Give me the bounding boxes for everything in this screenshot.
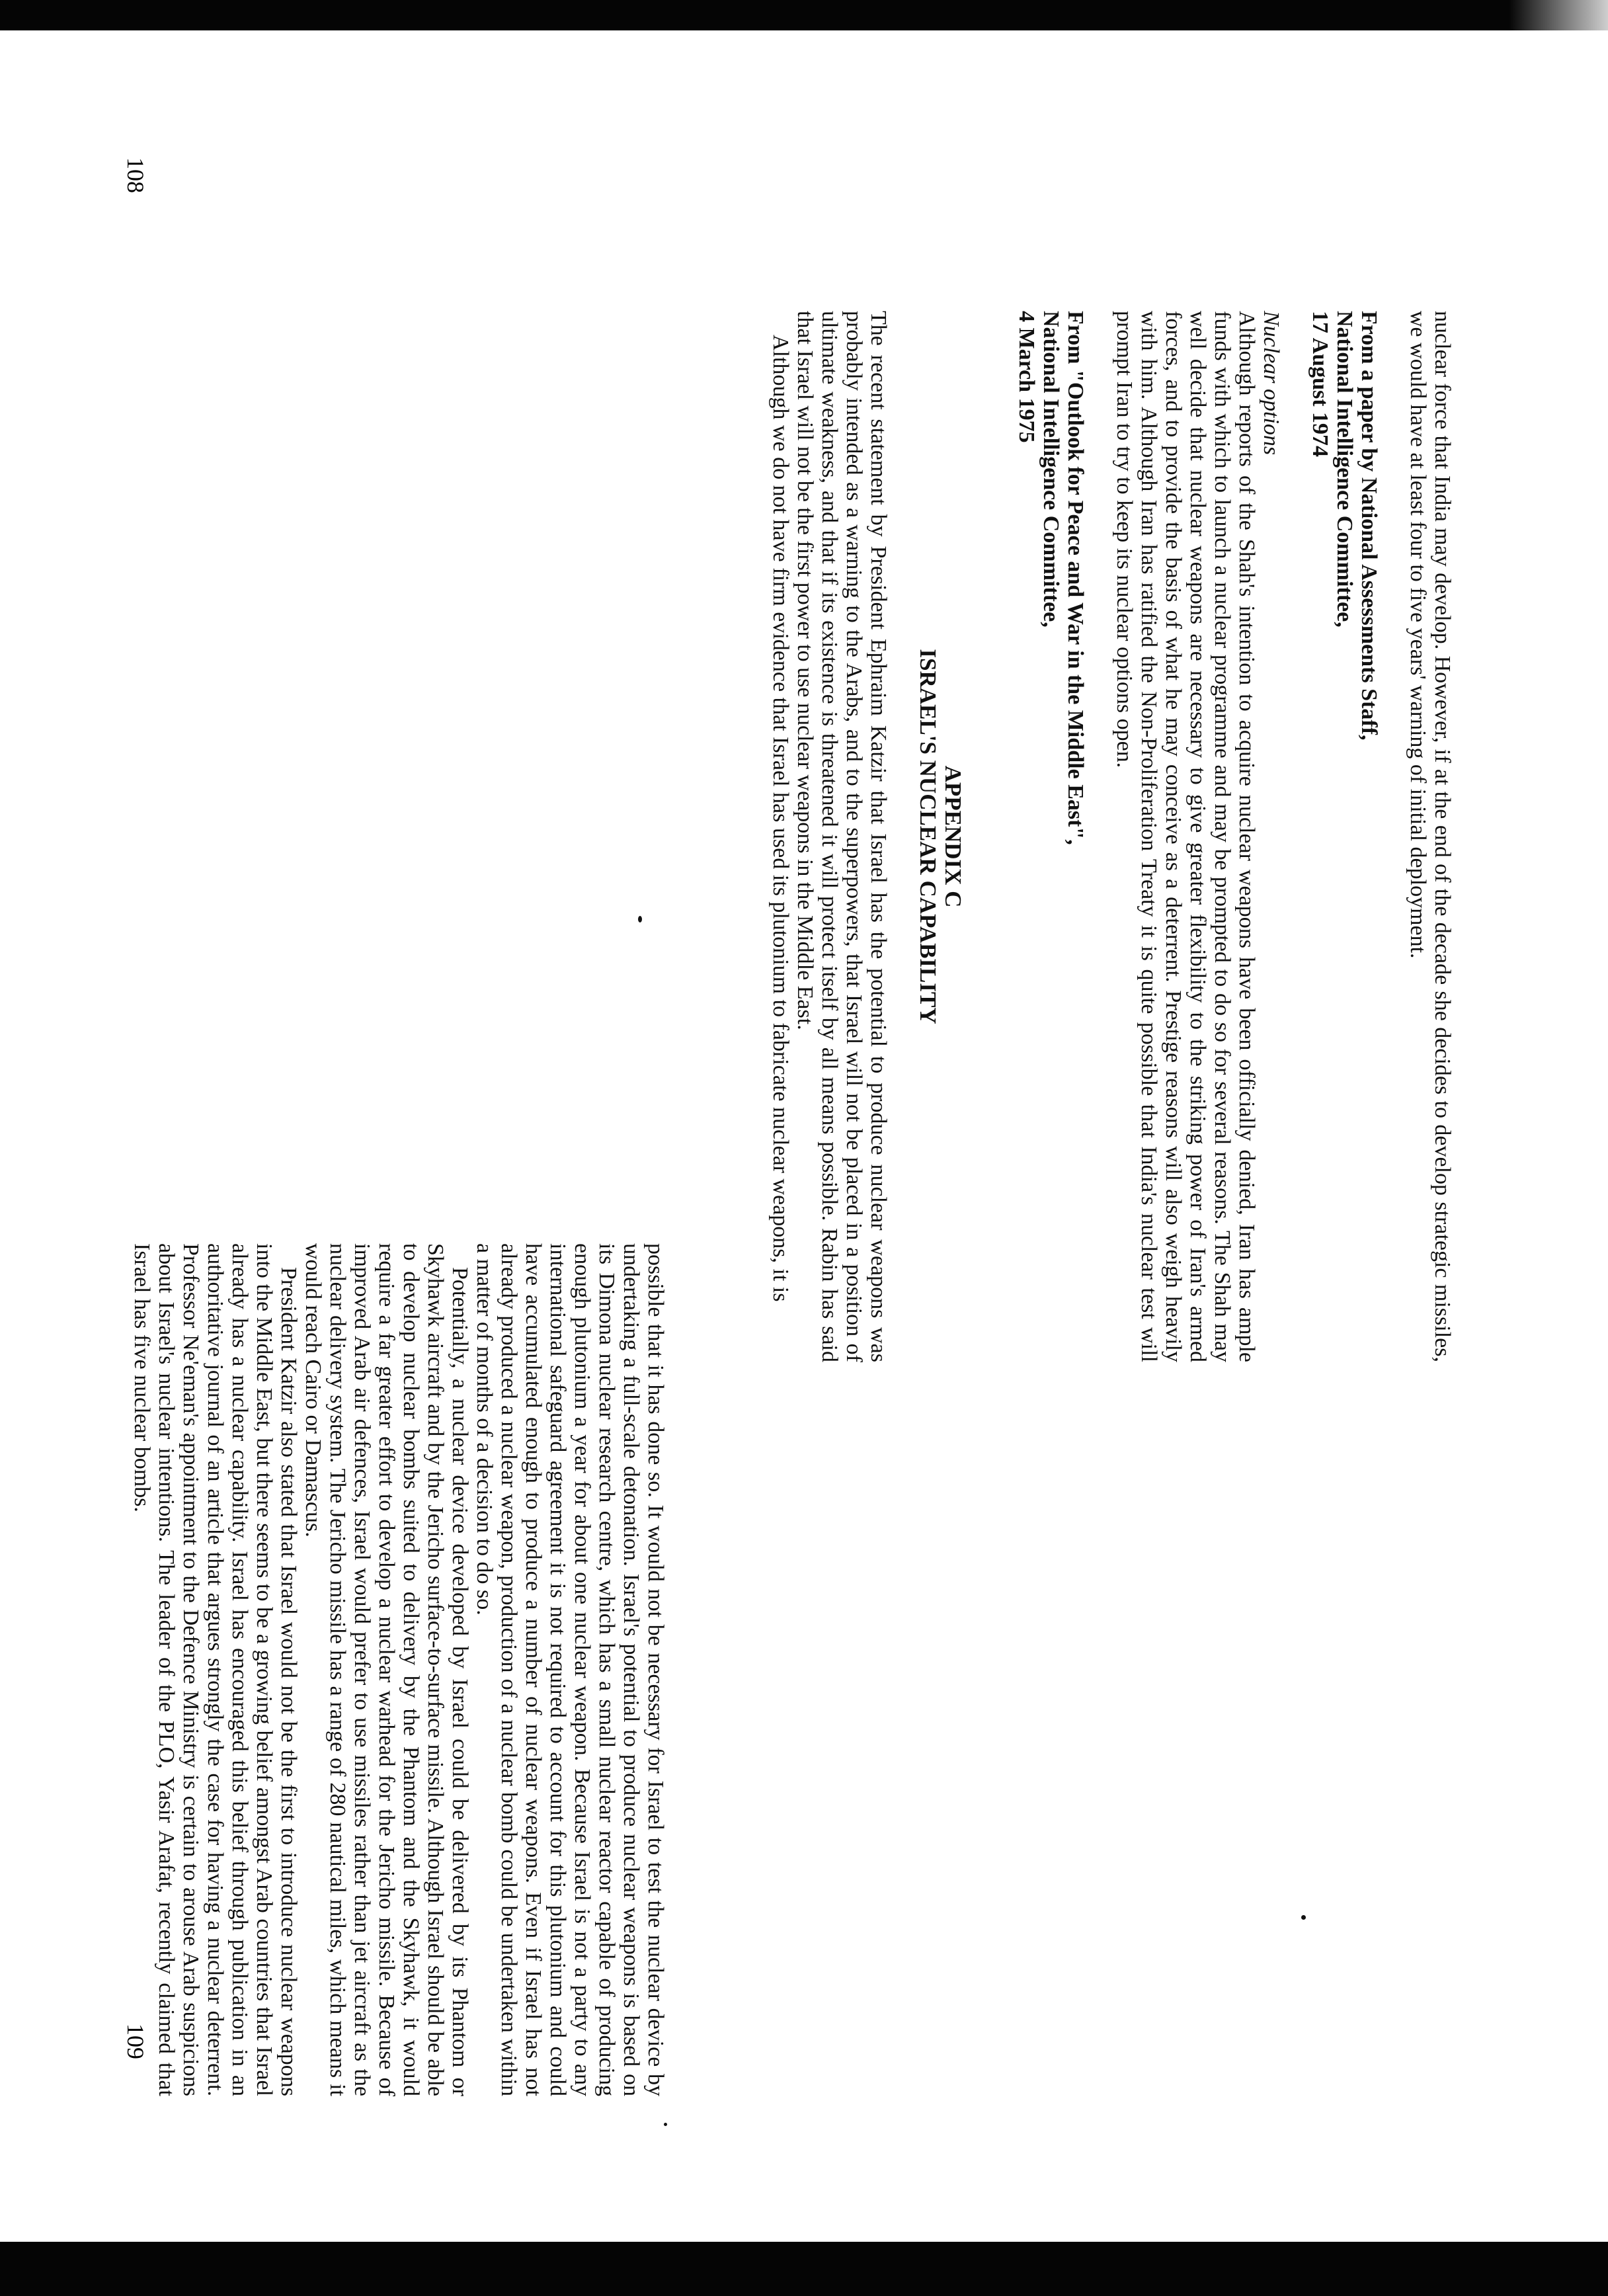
appendix-label: APPENDIX C (940, 765, 966, 908)
source-line: From a paper by National Assessments Staff, (1357, 311, 1381, 741)
source-line: From "Outlook for Peace and War in the Middle East", (1063, 311, 1088, 845)
paragraph-katzir-statement: The recent statement by President Ephraim Katzir that Israel has the potential to produce nuclear weapons was probably intended as a warning to the Arabs, and to the superpowers, that Israel will not be placed in a position of ultimate weakness, and that if its existence is threatened it will protect itself by all means possible. Rabin has said that Israel will not be the first power to use nuclear weapons in the Middle East. (793, 311, 891, 1362)
paragraph-india-warning: nuclear force that India may develop. However, if at the end of the decade she decides to develop strategic missiles, we would have at least four to five years' warning of initial deployment. (1406, 311, 1455, 1362)
page-number-109: 109 (122, 2024, 149, 2059)
paragraph-delivery-systems: Potentially, a nuclear device developed by Israel could be delivered by its Phantom or Skyhawk aircraft and by the Jericho surface-to-surface missile. Although Israel should be able to develop nuclear bombs suited to delivery by the Phantom and the Skyhawk, it would require a far greater effort to develop a nuclear warhead for the Jericho missile. Because of improved Arab air defences, Israel would prefer to use missiles rather than jet aircraft as the nuclear delivery system. The Jericho missile has a range of 280 nautical miles, which means it would reach Cairo or Damascus. (301, 1243, 472, 2096)
paragraph-arab-belief: President Katzir also stated that Israel would not be the first to introduce nuclear weapons into the Middle East, but there seems to be a growing belief amongst Arab countries that Israel already has a nuclear capability. Israel has encouraged this belief through publication in an authoritative journal of an article that argues strongly the case for having a nuclear deterrent. Professor Ne'eman's appointment to the Defence Ministry is certain to arouse Arab suspicions about Israel's nuclear intentions. The leader of the PLO, Yasir Arafat, recently claimed that Israel has five nuclear bombs. (130, 1243, 301, 2096)
scan-speck (1301, 1915, 1306, 1920)
source-line: 4 March 1975 (1014, 311, 1039, 443)
appendix-title: ISRAEL'S NUCLEAR CAPABILITY (915, 649, 941, 1024)
scan-corner-smudge (1509, 0, 1608, 30)
page-108 (212, 311, 1455, 1362)
scan-border-bottom (0, 2242, 1608, 2296)
source-citation-1975 (1014, 311, 1088, 1362)
scan-speck (664, 2123, 667, 2126)
paragraph-iran-nuclear: Although reports of the Shah's intention to acquire nuclear weapons have been officially denied, Iran has ample funds with which to launch a nuclear programme and may be prompted to do so for several reasons. The Shah may well decide that nuclear weapons are necessary to give greater flexibility to the striking power of Iran's armed forces, and to provide the basis of what he may conceive as a deterrent. Prestige reasons will also weigh heavily with him. Although Iran has ratified the Non-Proliferation Treaty it is quite possible that India's nuclear test will prompt Iran to try to keep its nuclear options open. (1112, 311, 1259, 1362)
page-number-108: 108 (122, 157, 149, 193)
source-citation-1974 (1308, 311, 1381, 1362)
source-line: National Intelligence Committee, (1039, 311, 1063, 628)
source-line: 17 August 1974 (1308, 311, 1332, 458)
scan-speck (638, 916, 642, 922)
paragraph-plutonium-evidence: Although we do not have firm evidence that Israel has used its plutonium to fabricate nuclear weapons, it is (768, 335, 793, 1302)
paragraph-dimona: possible that it has done so. It would not be necessary for Israel to test the nuclear device by undertaking a full-scale detonation. Israel's potential to produce nuclear weapons is based on its Dimona nuclear research centre, which has a small nuclear reactor capable of producing enough plutonium a year for about one nuclear weapon. Because Israel is not a party to any international safeguard agreement it is not required to account for this plutonium and could have accumulated enough to produce a number of nuclear weapons. Even if Israel has not already produced a nuclear weapon, production of a nuclear bomb could be undertaken within a matter of months of a decision to do so. (472, 1243, 668, 2096)
scan-border-top (0, 0, 1608, 30)
source-line: National Intelligence Committee, (1332, 311, 1357, 628)
subheading-nuclear-options: Nuclear options (1259, 311, 1283, 456)
